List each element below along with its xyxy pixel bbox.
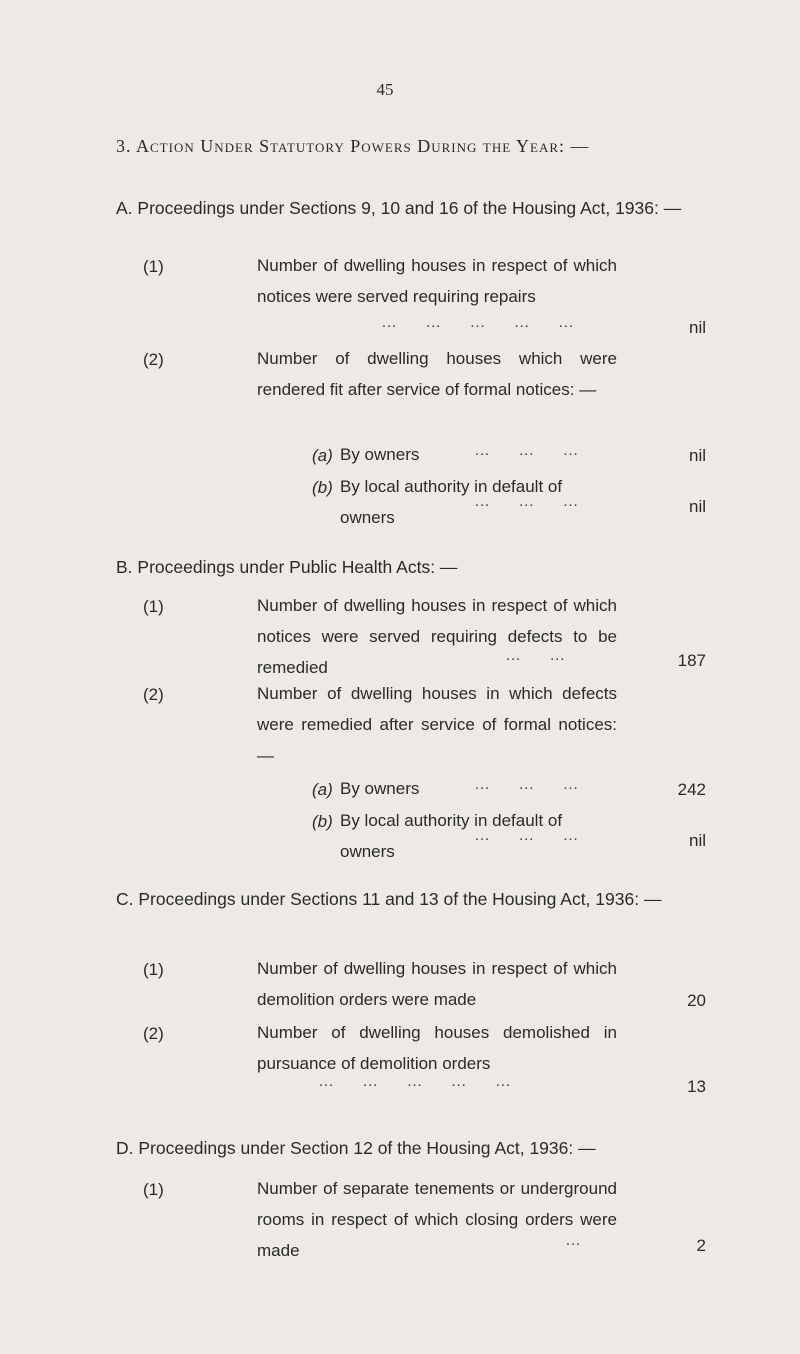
section-a-sub-b-label: (b) [312,478,333,497]
leader-dots: … … … [474,442,580,459]
leader-dots: … [565,1232,582,1249]
section-d-title: D. Proceedings under Section 12 of the Housing Act, 1936: — [116,1138,596,1158]
section-b-sub-a-label: (a) [312,780,333,799]
section-b-item-1-number: (1) [143,597,164,616]
section-b-item-1-value: 187 [677,651,706,670]
page-number: 45 [376,80,394,99]
section-c-item-2-text: Number of dwelling houses demolished in pursuance of demolition orders [257,1023,617,1073]
section-a-title: A. Proceedings under Sections 9, 10 and 16 of the Housing Act, 1936: — [116,198,682,218]
section-a-item-2-text: Number of dwelling houses which were rendered fit after service of formal notices: — [257,349,617,399]
section-b-sub-b-label: (b) [312,812,333,831]
section-heading: 3. Action Under Statutory Powers During the Year: — [116,136,590,156]
section-a-sub-a-label: (a) [312,446,333,465]
leader-dots: … … … [474,776,580,793]
section-a-sub-a-value: nil [688,446,706,465]
section-a-sub-a-text: By owners [340,445,420,464]
section-b-sub-b-value: nil [688,831,706,850]
section-a-item-1-text: Number of dwelling houses in respect of which notices were served requiring repairs [257,256,617,306]
section-a-item-1-number: (1) [143,257,164,276]
section-b-sub-a-value: 242 [677,780,706,799]
section-a-sub-b-text: By local authority in default of owners [340,477,563,527]
section-b-item-2-number: (2) [143,685,164,704]
section-a-item-1-value: nil [688,318,706,337]
section-c-item-1-text: Number of dwelling houses in respect of which demolition orders were made [257,959,617,1009]
section-a-item-2-number: (2) [143,350,164,369]
section-d-item-1-value: 2 [696,1236,706,1255]
section-b-item-2-text: Number of dwelling houses in which defects were remedied after service of formal notices: — [257,684,617,765]
leader-dots: … … … [474,493,580,510]
leader-dots: … … … [474,827,580,844]
section-c-item-2-value: 13 [687,1077,706,1096]
leader-dots: … … … … … [318,1073,512,1090]
section-b-title: B. Proceedings under Public Health Acts: — [116,557,458,577]
section-d-item-1-text: Number of separate tenements or underground rooms in respect of which closing orders were made [257,1179,617,1260]
leader-dots: … … [505,647,567,664]
section-c-item-1-number: (1) [143,960,164,979]
section-d-item-1-number: (1) [143,1180,164,1199]
section-a-sub-b-value: nil [688,497,706,516]
section-b-sub-b-text: By local authority in default of owners [340,811,563,861]
section-b-sub-a-text: By owners [340,779,420,798]
leader-dots: … … … … … [381,314,575,331]
section-c-item-1-value: 20 [687,991,706,1010]
section-c-title: C. Proceedings under Sections 11 and 13 of the Housing Act, 1936: — [116,889,662,909]
section-b-item-1-text: Number of dwelling houses in respect of which notices were served requiring defects to be remedied [257,596,617,677]
section-c-item-2-number: (2) [143,1024,164,1043]
